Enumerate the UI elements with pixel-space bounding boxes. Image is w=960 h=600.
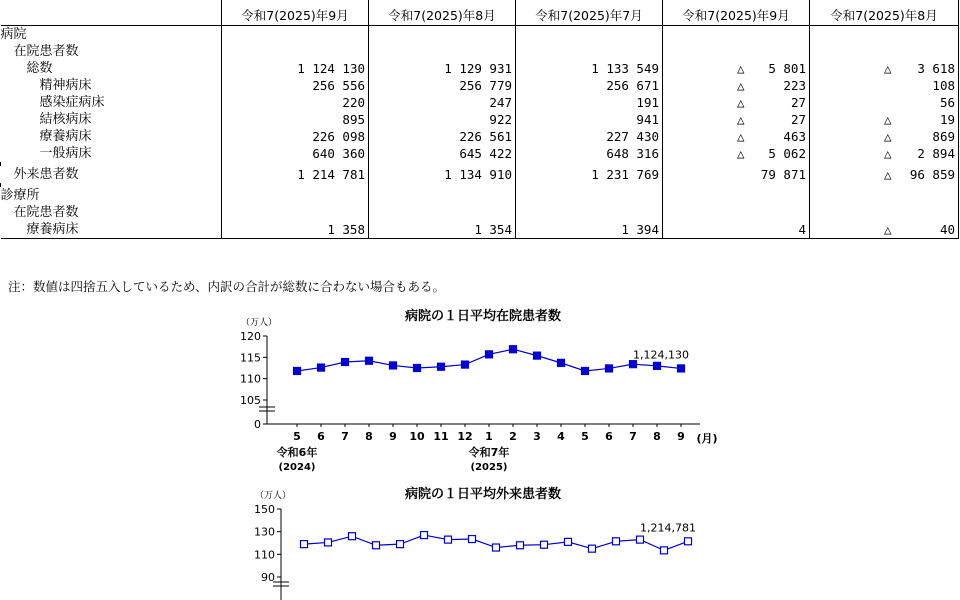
decrease-mark: △ [737, 61, 745, 76]
value-cell: 1 214 781 [222, 166, 369, 183]
value-cell: 1 133 549 [516, 60, 663, 77]
row-label-header [1, 0, 222, 26]
diff-value: 223 [783, 78, 806, 93]
value-cell [222, 187, 369, 204]
table-row [1, 187, 959, 204]
value-cell [516, 204, 663, 221]
table-row [1, 145, 959, 162]
outpatient-chart [230, 482, 730, 600]
data-point [390, 362, 397, 369]
diff-cell [663, 94, 810, 111]
decrease-mark: △ [737, 112, 745, 127]
decrease-mark: △ [737, 146, 745, 161]
data-point [301, 541, 308, 548]
value-cell: 1 354 [369, 221, 516, 239]
x-tick-label: 5 [293, 430, 301, 443]
data-point [373, 542, 380, 549]
table-body [1, 26, 959, 239]
unit-label: （万人） [255, 491, 292, 501]
diff-cell [810, 128, 959, 145]
diff-value: 40 [939, 222, 955, 237]
table-row [1, 43, 959, 60]
data-point [661, 547, 668, 554]
data-point [342, 359, 349, 366]
data-point [510, 346, 517, 353]
diff-cell [663, 77, 810, 94]
column-header: 令和7(2025)年9月 [222, 0, 369, 26]
value-cell [516, 43, 663, 60]
decrease-mark: △ [884, 167, 892, 182]
table-row [1, 60, 959, 77]
decrease-mark: △ [737, 129, 745, 144]
value-cell [369, 204, 516, 221]
data-point [582, 367, 589, 374]
x-tick-label: 8 [365, 430, 373, 443]
row-label: 療養病床 [1, 221, 222, 239]
data-point [318, 364, 325, 371]
x-tick-label: 11 [433, 430, 449, 443]
y-tick-label: 150 [254, 503, 275, 516]
value-cell: 256 556 [222, 77, 369, 94]
value-cell: 1 394 [516, 221, 663, 239]
data-point [325, 539, 332, 546]
diff-wrapper [884, 166, 955, 183]
x-tick-label: 9 [389, 430, 397, 443]
value-cell [369, 187, 516, 204]
data-point [445, 536, 452, 543]
table-header-row [1, 0, 959, 26]
data-point [493, 544, 500, 551]
diff-wrapper [737, 94, 806, 111]
era-label: 令和7年 [468, 446, 510, 459]
diff-cell [663, 145, 810, 162]
y-tick-label: 0 [254, 418, 261, 431]
diff-wrapper [884, 145, 955, 162]
decrease-mark: △ [884, 146, 892, 161]
diff-cell [810, 26, 959, 44]
diff-cell [810, 60, 959, 77]
value-cell [222, 26, 369, 44]
table-row [1, 128, 959, 145]
data-point [558, 359, 565, 366]
decrease-mark: △ [884, 222, 892, 237]
table-row [1, 221, 959, 239]
value-cell [516, 26, 663, 44]
data-point [541, 541, 548, 548]
data-point [589, 545, 596, 552]
diff-value: 108 [932, 78, 955, 93]
column-header: 令和7(2025)年7月 [516, 0, 663, 26]
diff-wrapper [884, 128, 955, 145]
data-point [421, 532, 428, 539]
diff-value: 4 [798, 222, 806, 237]
last-value-annotation: 1,214,781 [640, 521, 696, 535]
decrease-mark: △ [737, 78, 745, 93]
diff-cell [810, 77, 959, 94]
column-header: 令和7(2025)年9月 [663, 0, 810, 26]
x-tick-label: 8 [653, 430, 661, 443]
diff-wrapper [737, 145, 806, 162]
x-tick-label: 1 [485, 430, 493, 443]
row-label: 療養病床 [1, 128, 222, 145]
value-cell: 895 [222, 111, 369, 128]
column-header: 令和7(2025)年8月 [369, 0, 516, 26]
value-cell: 227 430 [516, 128, 663, 145]
y-tick-label: 90 [261, 571, 275, 584]
value-cell: 648 316 [516, 145, 663, 162]
value-cell [516, 187, 663, 204]
diff-value: 79 871 [760, 167, 806, 182]
y-tick-label: 110 [240, 372, 261, 386]
x-tick-label: 6 [605, 430, 613, 443]
era-label: 令和6年 [276, 446, 318, 459]
diff-cell [663, 60, 810, 77]
decrease-mark: △ [884, 61, 892, 76]
data-point [613, 538, 620, 545]
value-cell: 1 358 [222, 221, 369, 239]
diff-cell [810, 94, 959, 111]
diff-cell [810, 221, 959, 239]
y-tick-label: 110 [254, 548, 275, 562]
row-label: 在院患者数 [1, 204, 222, 221]
data-point [294, 367, 301, 374]
diff-wrapper [737, 111, 806, 128]
decrease-mark: △ [884, 112, 892, 127]
data-point [654, 362, 661, 369]
row-label: 精神病床 [1, 77, 222, 94]
value-cell: 1 134 910 [369, 166, 516, 183]
x-tick-label: 12 [457, 430, 473, 443]
table-row [1, 204, 959, 221]
data-point [606, 365, 613, 372]
value-cell: 191 [516, 94, 663, 111]
era-year-label: (2025) [470, 462, 508, 473]
data-point [414, 365, 421, 372]
diff-wrapper [737, 128, 806, 145]
diff-value: 27 [790, 112, 806, 127]
column-header: 令和7(2025)年8月 [810, 0, 959, 26]
last-value-annotation: 1,124,130 [633, 348, 689, 362]
unit-label: （万人） [241, 318, 278, 328]
diff-cell [810, 204, 959, 221]
diff-cell [663, 26, 810, 44]
value-cell: 1 129 931 [369, 60, 516, 77]
decrease-mark: △ [737, 95, 745, 110]
diff-value: 5 801 [768, 61, 806, 76]
y-tick-label: 105 [240, 394, 261, 407]
diff-value: 3 618 [917, 61, 955, 76]
value-cell: 645 422 [369, 145, 516, 162]
diff-cell [810, 43, 959, 60]
statistics-table [0, 0, 959, 239]
value-cell [369, 26, 516, 44]
value-cell: 1 231 769 [516, 166, 663, 183]
value-cell: 247 [369, 94, 516, 111]
data-point [565, 538, 572, 545]
x-tick-label: 6 [317, 430, 325, 443]
value-cell: 1 124 130 [222, 60, 369, 77]
row-label: 総数 [1, 60, 222, 77]
diff-cell [810, 111, 959, 128]
value-cell [222, 204, 369, 221]
diff-wrapper [884, 94, 955, 111]
table-row [1, 94, 959, 111]
diff-value: 5 062 [768, 146, 806, 161]
data-point [630, 361, 637, 368]
diff-cell [810, 187, 959, 204]
x-tick-label: 10 [409, 430, 425, 443]
chart-title: 病院の１日平均外来患者数 [404, 487, 562, 502]
table-row [1, 111, 959, 128]
diff-cell [810, 145, 959, 162]
data-point [462, 361, 469, 368]
value-cell [222, 43, 369, 60]
diff-wrapper [884, 111, 955, 128]
row-label: 結核病床 [1, 111, 222, 128]
value-cell: 922 [369, 111, 516, 128]
data-point [397, 541, 404, 548]
diff-value: 2 894 [917, 146, 955, 161]
y-tick-label: 130 [254, 525, 275, 539]
diff-cell [663, 187, 810, 204]
diff-wrapper [737, 77, 806, 94]
data-point [534, 352, 541, 359]
decrease-mark: △ [884, 129, 892, 144]
data-point [469, 536, 476, 543]
table-note: 注：数値は四捨五入しているため、内訳の合計が総数に合わない場合もある。 [8, 279, 446, 294]
x-tick-label: 4 [557, 430, 565, 443]
row-label: 外来患者数 [1, 166, 222, 183]
diff-value: 463 [783, 129, 806, 144]
value-cell: 640 360 [222, 145, 369, 162]
row-label: 感染症病床 [1, 94, 222, 111]
row-label: 病院 [1, 26, 222, 44]
diff-cell [663, 221, 810, 239]
value-cell: 220 [222, 94, 369, 111]
x-tick-label: 5 [581, 430, 589, 443]
diff-cell [810, 166, 959, 183]
value-cell: 256 779 [369, 77, 516, 94]
x-tick-label: 7 [341, 430, 349, 443]
x-tick-label: 3 [533, 430, 541, 443]
diff-wrapper [737, 60, 806, 77]
diff-wrapper [737, 166, 806, 183]
data-point [486, 351, 493, 358]
inpatient-chart [230, 300, 730, 480]
diff-cell [663, 111, 810, 128]
data-point [637, 536, 644, 543]
x-unit-label: (月) [696, 432, 718, 445]
table-row [1, 26, 959, 44]
diff-value: 96 859 [909, 167, 955, 182]
value-cell: 226 098 [222, 128, 369, 145]
x-tick-label: 9 [677, 430, 685, 443]
value-cell: 256 671 [516, 77, 663, 94]
value-cell: 941 [516, 111, 663, 128]
row-label: 在院患者数 [1, 43, 222, 60]
row-label: 一般病床 [1, 145, 222, 162]
y-tick-label: 120 [240, 330, 261, 343]
diff-wrapper [884, 77, 955, 94]
value-cell [369, 43, 516, 60]
data-point [678, 365, 685, 372]
diff-wrapper [884, 60, 955, 77]
data-point [349, 533, 356, 540]
diff-value: 19 [939, 112, 955, 127]
y-tick-label: 115 [240, 351, 261, 365]
diff-value: 56 [939, 95, 955, 110]
data-point [517, 542, 524, 549]
value-cell: 226 561 [369, 128, 516, 145]
diff-cell [663, 204, 810, 221]
x-tick-label: 7 [629, 430, 637, 443]
diff-value: 27 [790, 95, 806, 110]
diff-wrapper [884, 221, 955, 238]
diff-cell [663, 166, 810, 183]
diff-wrapper [737, 221, 806, 238]
era-year-label: (2024) [278, 462, 316, 473]
diff-cell [663, 128, 810, 145]
chart-title: 病院の１日平均在院患者数 [404, 309, 562, 324]
diff-value: 869 [932, 129, 955, 144]
row-label: 診療所 [1, 187, 222, 204]
data-point [685, 538, 692, 545]
diff-cell [663, 43, 810, 60]
data-point [438, 363, 445, 370]
x-tick-label: 2 [509, 430, 517, 443]
table-row [1, 166, 959, 183]
table-row [1, 77, 959, 94]
data-point [366, 357, 373, 364]
